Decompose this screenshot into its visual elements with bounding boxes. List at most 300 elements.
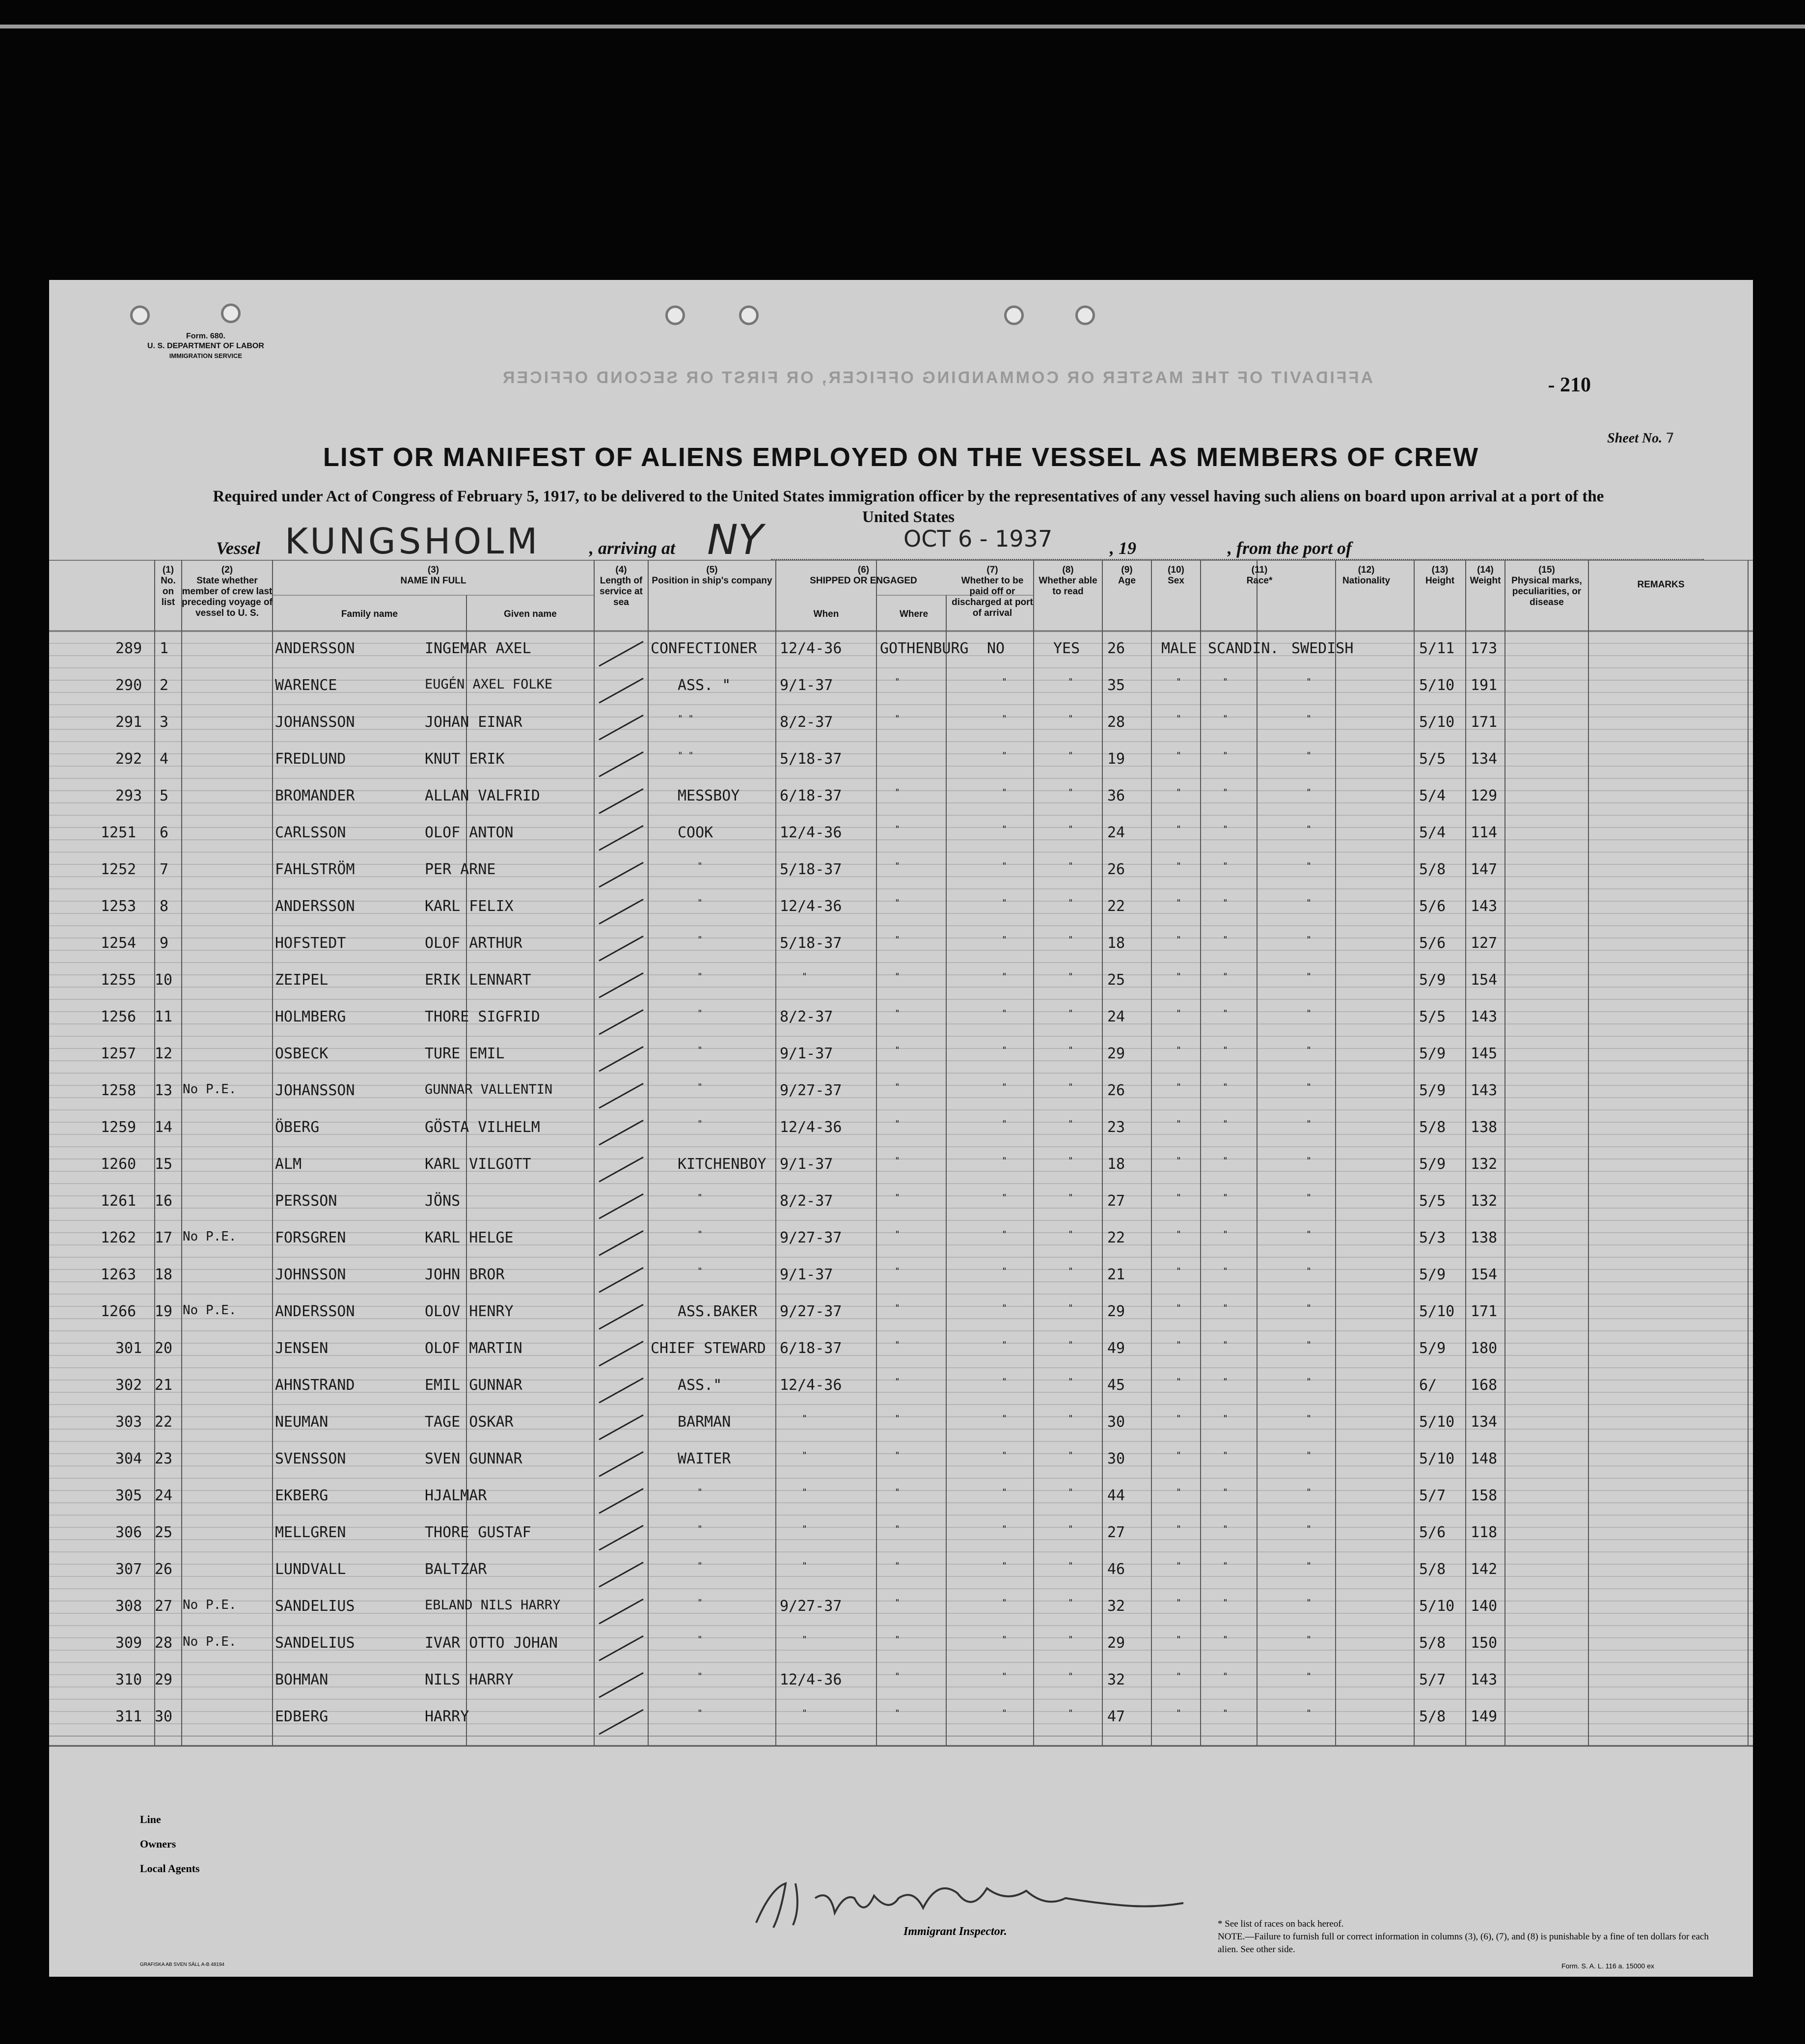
position: " — [697, 1045, 703, 1055]
family-name: AHNSTRAND — [275, 1377, 355, 1394]
ledger-ref: 293 — [115, 787, 142, 804]
given-name: EBLAND NILS HARRY — [425, 1598, 561, 1613]
given-name: JÖNS — [425, 1192, 461, 1210]
race: " — [1223, 750, 1228, 761]
list-number: 25 — [155, 1524, 173, 1541]
able-to-read: " — [1068, 1487, 1073, 1497]
column-label: Weight — [1470, 576, 1501, 586]
shipped-where: " — [895, 787, 900, 798]
given-name: EUGÉN AXEL FOLKE — [425, 677, 553, 692]
service-length-mark — [599, 1562, 643, 1587]
weight: 138 — [1471, 1229, 1498, 1246]
department-header — [147, 331, 264, 361]
weight: 168 — [1471, 1377, 1498, 1394]
race: " — [1223, 1561, 1228, 1571]
family-name: HOFSTEDT — [275, 935, 346, 952]
nationality: " — [1306, 1156, 1312, 1166]
given-name: KNUT ERIK — [425, 750, 505, 768]
paid-off: " — [1002, 750, 1007, 761]
weight: 145 — [1471, 1045, 1498, 1062]
family-name: MELLGREN — [275, 1524, 346, 1541]
paid-off: " — [1002, 1708, 1007, 1718]
position: " — [697, 1192, 703, 1203]
nationality: " — [1306, 1634, 1312, 1645]
sex: " — [1176, 861, 1181, 871]
given-name: KARL FELIX — [425, 898, 514, 915]
nationality: " — [1306, 1377, 1312, 1387]
shipped-when: " — [802, 1708, 807, 1718]
age: 18 — [1107, 1156, 1125, 1173]
service-length-mark — [599, 1415, 643, 1439]
able-to-read: " — [1068, 935, 1073, 945]
given-name: THORE SIGFRID — [425, 1008, 540, 1025]
column-number: (5) — [706, 565, 718, 575]
paid-off: " — [1002, 861, 1007, 871]
age: 28 — [1107, 714, 1125, 731]
nationality: " — [1306, 861, 1312, 871]
shipped-where: " — [895, 1266, 900, 1276]
service-length-mark — [599, 973, 643, 997]
weight: 148 — [1471, 1450, 1498, 1467]
punch-hole — [739, 305, 759, 325]
able-to-read: " — [1068, 750, 1073, 761]
height: 5/10 — [1419, 1303, 1455, 1320]
race: " — [1223, 1487, 1228, 1497]
shipped-where: GOTHENBURG — [880, 640, 969, 657]
list-number: 22 — [155, 1413, 173, 1431]
age: 36 — [1107, 787, 1125, 804]
column-header — [1201, 565, 1318, 586]
column-label: REMARKS — [1637, 580, 1685, 590]
service-length-mark — [599, 1047, 643, 1071]
column-label: Position in ship's company — [652, 576, 772, 586]
column-header — [776, 609, 876, 620]
given-name: NILS HARRY — [425, 1671, 514, 1688]
list-number: 26 — [155, 1561, 173, 1578]
shipped-when: 6/18-37 — [780, 1340, 842, 1357]
list-number: 10 — [155, 971, 173, 989]
ledger-ref: 1254 — [101, 935, 137, 952]
position: " " — [678, 714, 694, 724]
given-name: OLOV HENRY — [425, 1303, 514, 1320]
weight: 129 — [1471, 787, 1498, 804]
shipped-when: 8/2-37 — [780, 1192, 833, 1210]
service-length-mark — [599, 936, 643, 961]
arriving-label: , arriving at — [589, 538, 676, 558]
ledger-ref: 1262 — [101, 1229, 137, 1246]
ledger-ref: 292 — [115, 750, 142, 768]
weight: 134 — [1471, 750, 1498, 768]
weight: 191 — [1471, 677, 1498, 694]
vessel-name: KUNGSHOLM — [285, 521, 541, 562]
punch-hole — [221, 304, 241, 323]
height: 5/9 — [1419, 971, 1446, 989]
position: " — [697, 935, 703, 945]
position: " — [697, 1634, 703, 1645]
height: 5/6 — [1419, 898, 1446, 915]
ledger-ref: 1255 — [101, 971, 137, 989]
family-name: BROMANDER — [275, 787, 355, 804]
height: 5/8 — [1419, 861, 1446, 878]
column-header — [876, 609, 951, 620]
ledger-ref: 1259 — [101, 1119, 137, 1136]
list-number: 18 — [155, 1266, 173, 1283]
paid-off: " — [1002, 1192, 1007, 1203]
punch-hole — [665, 305, 685, 325]
column-number: (7) — [986, 565, 998, 575]
list-number: 16 — [155, 1192, 173, 1210]
ledger-ref: 309 — [115, 1634, 142, 1652]
height: 5/3 — [1419, 1229, 1446, 1246]
nationality: " — [1306, 1082, 1312, 1092]
family-name: JOHNSSON — [275, 1266, 346, 1283]
weight: 154 — [1471, 1266, 1498, 1283]
position: " — [697, 1119, 703, 1129]
arriving-port: NY — [707, 516, 764, 564]
service-length-mark — [599, 1710, 643, 1734]
service-length-mark — [599, 1010, 643, 1034]
list-number: 6 — [160, 824, 169, 841]
able-to-read: " — [1068, 1598, 1073, 1608]
age: 18 — [1107, 935, 1125, 952]
previous-voyage: No P.E. — [183, 1303, 237, 1318]
nationality: " — [1306, 1413, 1312, 1424]
shipped-when: 5/18-37 — [780, 750, 842, 768]
local-agents-label: Local Agents — [140, 1862, 200, 1875]
printer-mark: GRAFISKA AB SVEN SÄLL A-B 48194 — [140, 1962, 224, 1967]
family-name: WARENCE — [275, 677, 337, 694]
given-name: ERIK LENNART — [425, 971, 531, 989]
given-name: OLOF MARTIN — [425, 1340, 522, 1357]
list-number: 17 — [155, 1229, 173, 1246]
sex: " — [1176, 1413, 1181, 1424]
race: " — [1223, 935, 1228, 945]
family-name: PERSSON — [275, 1192, 337, 1210]
paid-off: " — [1002, 1413, 1007, 1424]
column-header — [273, 609, 466, 620]
paid-off: " — [1002, 935, 1007, 945]
column-header — [273, 565, 594, 586]
paid-off: " — [1002, 1487, 1007, 1497]
sex: " — [1176, 1266, 1181, 1276]
height: 5/8 — [1419, 1119, 1446, 1136]
race: " — [1223, 1671, 1228, 1682]
position: " — [697, 1008, 703, 1019]
service-length-mark — [599, 1083, 643, 1108]
given-name: SVEN GUNNAR — [425, 1450, 522, 1467]
shipped-when: " — [802, 971, 807, 982]
race: " — [1223, 714, 1228, 724]
footer-labels — [140, 1807, 200, 1881]
shipped-when: 12/4-36 — [780, 1119, 842, 1136]
height: 5/9 — [1419, 1156, 1446, 1173]
position: " — [697, 1487, 703, 1497]
act-requirement: Required under Act of Congress of February 5, 1917, to be delivered to the United States immigration officer by the representatives of any vessel having such aliens on board upon arrival at a port of the United States — [213, 488, 1604, 526]
shipped-where: " — [895, 1156, 900, 1166]
list-number: 27 — [155, 1598, 173, 1615]
nationality: " — [1306, 1708, 1312, 1718]
family-name: ALM — [275, 1156, 302, 1173]
family-name: SVENSSON — [275, 1450, 346, 1467]
list-number: 12 — [155, 1045, 173, 1062]
shipped-when: 12/4-36 — [780, 898, 842, 915]
able-to-read: " — [1068, 1156, 1073, 1166]
paid-off: " — [1002, 1340, 1007, 1350]
sex: " — [1176, 1340, 1181, 1350]
service-length-mark — [599, 1525, 643, 1550]
able-to-read: " — [1068, 1671, 1073, 1682]
weight: 150 — [1471, 1634, 1498, 1652]
shipped-where: " — [895, 1119, 900, 1129]
race: " — [1223, 1229, 1228, 1240]
able-to-read: " — [1068, 1303, 1073, 1313]
shipped-when: " — [802, 1634, 807, 1645]
weight: 171 — [1471, 714, 1498, 731]
given-name: TAGE OSKAR — [425, 1413, 514, 1431]
able-to-read: " — [1068, 1192, 1073, 1203]
family-name: ZEIPEL — [275, 971, 328, 989]
able-to-read: " — [1068, 1450, 1073, 1461]
sex: " — [1176, 1156, 1181, 1166]
column-number: (3) — [427, 565, 439, 575]
paid-off: " — [1002, 824, 1007, 834]
shipped-where: " — [895, 1524, 900, 1534]
column-header — [1466, 565, 1505, 586]
nationality: " — [1306, 714, 1312, 724]
position: ASS." — [678, 1377, 722, 1394]
department-name: U. S. DEPARTMENT OF LABOR — [147, 342, 264, 350]
shipped-when: 9/1-37 — [780, 677, 833, 694]
service-length-mark — [599, 678, 643, 703]
height: 6/ — [1419, 1377, 1437, 1394]
paid-off: " — [1002, 787, 1007, 798]
list-number: 9 — [160, 935, 169, 952]
position: ASS. " — [678, 677, 731, 694]
race: SCANDIN. — [1208, 640, 1279, 657]
shipped-where: " — [895, 1045, 900, 1055]
shipped-when: 12/4-36 — [780, 1671, 842, 1688]
shipped-when: 8/2-37 — [780, 1008, 833, 1025]
family-name: BOHMAN — [275, 1671, 328, 1688]
position: BARMAN — [678, 1413, 731, 1431]
column-number: (15) — [1538, 565, 1555, 575]
able-to-read: " — [1068, 1266, 1073, 1276]
ledger-ref: 306 — [115, 1524, 142, 1541]
list-number: 14 — [155, 1119, 173, 1136]
age: 23 — [1107, 1119, 1125, 1136]
family-name: ANDERSSON — [275, 1303, 355, 1320]
paid-off: " — [1002, 1303, 1007, 1313]
able-to-read: " — [1068, 787, 1073, 798]
height: 5/4 — [1419, 787, 1446, 804]
service-length-mark — [599, 1378, 643, 1403]
nationality: " — [1306, 1229, 1312, 1240]
family-name: NEUMAN — [275, 1413, 328, 1431]
able-to-read: " — [1068, 1524, 1073, 1534]
race: " — [1223, 861, 1228, 871]
column-number: (11) — [1251, 565, 1268, 575]
sex: " — [1176, 1487, 1181, 1497]
column-number: (1) — [162, 565, 174, 575]
bleed-through-text: AFFIDAVIT OF THE MASTER OR COMMANDING OFFICER, OR FIRST OR SECOND OFFICER — [501, 368, 1373, 387]
sex: " — [1176, 787, 1181, 798]
vessel-label: Vessel — [216, 538, 260, 558]
sheet-number-value: 7 — [1666, 430, 1674, 446]
previous-voyage: No P.E. — [183, 1082, 237, 1097]
shipped-where: " — [895, 1413, 900, 1424]
column-label: No. on list — [161, 576, 176, 608]
service-length-mark — [599, 1194, 643, 1218]
age: 25 — [1107, 971, 1125, 989]
sex: " — [1176, 1671, 1181, 1682]
ledger-ref: 291 — [115, 714, 142, 731]
paid-off: NO — [987, 640, 1005, 657]
given-name: GÖSTA VILHELM — [425, 1119, 540, 1136]
service-length-mark — [599, 1231, 643, 1255]
ledger-ref: 290 — [115, 677, 142, 694]
able-to-read: " — [1068, 861, 1073, 871]
ledger-ref: 301 — [115, 1340, 142, 1357]
shipped-when: 5/18-37 — [780, 861, 842, 878]
paid-off: " — [1002, 714, 1007, 724]
shipped-when: 12/4-36 — [780, 824, 842, 841]
footnote — [1218, 1918, 1709, 1956]
ledger-ref: 1251 — [101, 824, 137, 841]
race: " — [1223, 677, 1228, 687]
family-name: FORSGREN — [275, 1229, 346, 1246]
height: 5/8 — [1419, 1708, 1446, 1725]
sex: " — [1176, 898, 1181, 908]
column-label: When — [813, 609, 839, 619]
arrival-date: OCT 6 - 1937 — [903, 525, 1053, 552]
family-name: ANDERSSON — [275, 898, 355, 915]
paid-off: " — [1002, 1082, 1007, 1092]
sex: " — [1176, 971, 1181, 982]
service-length-mark — [599, 715, 643, 740]
race: " — [1223, 1708, 1228, 1718]
nationality: " — [1306, 1524, 1312, 1534]
family-name: JENSEN — [275, 1340, 328, 1357]
age: 29 — [1107, 1045, 1125, 1062]
position: ASS.BAKER — [678, 1303, 758, 1320]
list-number: 7 — [160, 861, 169, 878]
paid-off: " — [1002, 1524, 1007, 1534]
race: " — [1223, 1450, 1228, 1461]
able-to-read: " — [1068, 1561, 1073, 1571]
paid-off: " — [1002, 1450, 1007, 1461]
given-name: THORE GUSTAF — [425, 1524, 531, 1541]
list-number: 4 — [160, 750, 169, 768]
weight: 143 — [1471, 898, 1498, 915]
paid-off: " — [1002, 1377, 1007, 1387]
height: 5/8 — [1419, 1634, 1446, 1652]
list-number: 24 — [155, 1487, 173, 1504]
able-to-read: " — [1068, 1708, 1073, 1718]
service-length-mark — [599, 899, 643, 924]
sex: " — [1176, 1598, 1181, 1608]
given-name: HJALMAR — [425, 1487, 487, 1504]
column-header — [466, 609, 594, 620]
race: " — [1223, 1303, 1228, 1313]
column-label: State whether member of crew last preceding voyage of vessel to U. S. — [182, 576, 273, 618]
fine-note: NOTE.—Failure to furnish full or correct information in columns (3), (6), (7), and (8) is punishable by a fine of ten dollars for each alien. See other side. — [1218, 1932, 1709, 1955]
weight: 138 — [1471, 1119, 1498, 1136]
column-label: Sex — [1168, 576, 1184, 586]
weight: 149 — [1471, 1708, 1498, 1725]
column-header — [182, 565, 273, 619]
position: " — [697, 1082, 703, 1092]
column-number: (8) — [1062, 565, 1074, 575]
page-title: LIST OR MANIFEST OF ALIENS EMPLOYED ON THE VESSEL AS MEMBERS OF CREW — [323, 442, 1479, 472]
nationality: " — [1306, 1487, 1312, 1497]
service-length-mark — [599, 826, 643, 850]
age: 26 — [1107, 861, 1125, 878]
family-name: ÖBERG — [275, 1119, 320, 1136]
race: " — [1223, 1266, 1228, 1276]
height: 5/10 — [1419, 677, 1455, 694]
age: 30 — [1107, 1450, 1125, 1467]
vessel-line — [216, 516, 1689, 564]
list-number: 19 — [155, 1303, 173, 1320]
list-number: 5 — [160, 787, 169, 804]
height: 5/4 — [1419, 824, 1446, 841]
shipped-where: " — [895, 1340, 900, 1350]
nationality: " — [1306, 824, 1312, 834]
paid-off: " — [1002, 1561, 1007, 1571]
shipped-when: 5/18-37 — [780, 935, 842, 952]
shipped-where: " — [895, 714, 900, 724]
shipped-when: " — [802, 1487, 807, 1497]
column-label: Race* — [1246, 576, 1273, 586]
height: 5/7 — [1419, 1671, 1446, 1688]
film-border — [0, 25, 1805, 28]
nationality: SWEDISH — [1291, 640, 1354, 657]
position: " — [697, 1266, 703, 1276]
ledger-ref: 305 — [115, 1487, 142, 1504]
list-number: 23 — [155, 1450, 173, 1467]
shipped-where: " — [895, 1561, 900, 1571]
shipped-when: 9/27-37 — [780, 1082, 842, 1099]
form-number: Form. 680. — [186, 332, 225, 340]
sex: MALE — [1161, 640, 1197, 657]
column-header — [1034, 565, 1102, 597]
previous-voyage: No P.E. — [183, 1634, 237, 1649]
race: " — [1223, 1524, 1228, 1534]
paid-off: " — [1002, 971, 1007, 982]
family-name: SANDELIUS — [275, 1598, 355, 1615]
able-to-read: " — [1068, 1119, 1073, 1129]
paid-off: " — [1002, 1045, 1007, 1055]
paid-off: " — [1002, 898, 1007, 908]
sex: " — [1176, 1008, 1181, 1019]
sex: " — [1176, 714, 1181, 724]
shipped-where: " — [895, 861, 900, 871]
height: 5/8 — [1419, 1561, 1446, 1578]
given-name: EMIL GUNNAR — [425, 1377, 522, 1394]
race: " — [1223, 1192, 1228, 1203]
height: 5/9 — [1419, 1266, 1446, 1283]
age: 27 — [1107, 1192, 1125, 1210]
able-to-read: " — [1068, 1377, 1073, 1387]
height: 5/9 — [1419, 1082, 1446, 1099]
shipped-where: " — [895, 1634, 900, 1645]
able-to-read: " — [1068, 1008, 1073, 1019]
list-number: 21 — [155, 1377, 173, 1394]
column-label: Height — [1425, 576, 1455, 586]
service-length-mark — [599, 1304, 643, 1329]
given-name: ALLAN VALFRID — [425, 787, 540, 804]
service-name: IMMIGRATION SERVICE — [169, 352, 243, 359]
